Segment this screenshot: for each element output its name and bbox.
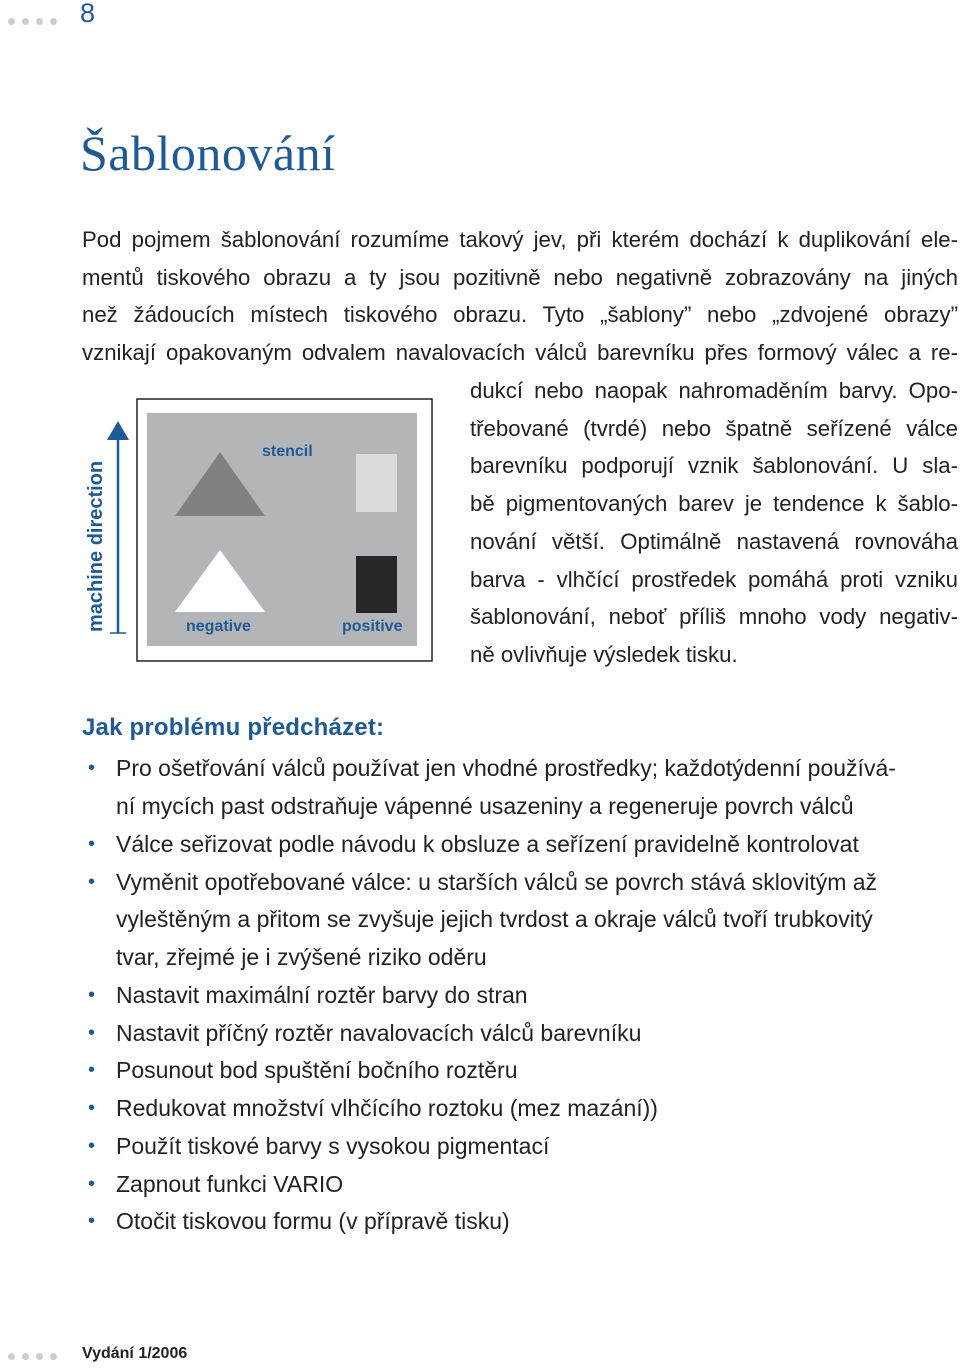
- axis-label: machine direction: [85, 460, 107, 632]
- list-item-continued: ní mycích past odstraňuje vápenné usazeniny a regeneruje povrch válců: [116, 793, 854, 819]
- list-item-continued: vyleštěným a přitom se zvyšuje jejich tvrdost a okraje válců tvoří trubkovitý: [116, 906, 873, 932]
- decor-dot: [22, 1353, 29, 1360]
- bullet-mark: •: [88, 757, 96, 779]
- list-item: Nastavit příčný roztěr navalovacích válců barevníku: [116, 1020, 642, 1046]
- stencil-label: stencil: [262, 443, 313, 460]
- positive-label: positive: [342, 618, 403, 635]
- header-dots: [8, 18, 57, 25]
- bullet-mark: •: [88, 871, 96, 893]
- decor-dot: [36, 1353, 43, 1360]
- intro-line: vznikají opakovaným odvalem navalovacích válců barevníku přes formový válec a re-: [82, 340, 958, 365]
- list-item: Otočit tiskovou formu (v přípravě tisku): [116, 1208, 510, 1234]
- intro-line: než žádoucích místech tiskového obrazu. Tyto „šablony” nebo „zdvojené obrazy”: [82, 302, 958, 327]
- footer-dots: [8, 1353, 57, 1360]
- list-item: Redukovat množství vlhčícího roztoku (mez mazání)): [116, 1095, 658, 1121]
- page-number: 8: [80, 0, 96, 28]
- decor-dot: [50, 18, 57, 25]
- side-line: ně ovlivňuje výsledek tisku.: [470, 642, 738, 667]
- list-item: Válce seřizovat podle návodu k obsluze a seřízení pravidelně kontrolovat: [116, 831, 859, 857]
- side-line: barevníku podporují vznik šablonování. U sla-: [470, 453, 958, 478]
- list-item: Pro ošetřování válců používat jen vhodné prostředky; každotýdenní používá-: [116, 755, 896, 781]
- stencil-rectangle: [356, 454, 397, 512]
- bullet-mark: •: [88, 1210, 96, 1232]
- decor-dot: [36, 18, 43, 25]
- stencil-diagram: [80, 395, 440, 665]
- bullet-mark: •: [88, 1173, 96, 1195]
- bullet-mark: •: [88, 833, 96, 855]
- section-heading: Jak problému předcházet:: [82, 714, 385, 741]
- negative-label: negative: [186, 618, 251, 635]
- side-line: dukcí nebo naopak nahromaděním barvy. Opo-: [470, 378, 958, 403]
- arrow-up-icon: [107, 421, 129, 440]
- intro-line: mentů tiskového obrazu a ty jsou pozitivně nebo negativně zobrazovány na jiných: [82, 265, 958, 290]
- positive-rectangle: [356, 556, 397, 613]
- list-item: Posunout bod spuštění bočního roztěru: [116, 1057, 518, 1083]
- bullet-mark: •: [88, 1135, 96, 1157]
- side-line: šablonování, neboť příliš mnoho vody negativ-: [470, 604, 958, 629]
- list-item: Vyměnit opotřebované válce: u starších válců se povrch stává sklovitým až: [116, 869, 878, 895]
- footer-edition: Vydání 1/2006: [82, 1345, 188, 1362]
- decor-dot: [50, 1353, 57, 1360]
- bullet-mark: •: [88, 1059, 96, 1081]
- intro-line: Pod pojmem šablonování rozumíme takový jev, při kterém dochází k duplikování ele-: [82, 227, 958, 252]
- page-title: Šablonování: [80, 125, 336, 181]
- list-item: Nastavit maximální roztěr barvy do stran: [116, 982, 528, 1008]
- bullet-mark: •: [88, 1097, 96, 1119]
- bullet-mark: •: [88, 1022, 96, 1044]
- list-item: Použít tiskové barvy s vysokou pigmentací: [116, 1133, 550, 1159]
- decor-dot: [8, 1353, 15, 1360]
- decor-dot: [8, 18, 15, 25]
- side-line: nování větší. Optimálně nastavená rovnováha: [470, 529, 958, 554]
- bullet-mark: •: [88, 984, 96, 1006]
- side-line: třebované (tvrdé) nebo špatně seřízené válce: [470, 416, 958, 441]
- side-line: barva - vlhčící prostředek pomáhá proti vzniku: [470, 567, 958, 592]
- decor-dot: [22, 18, 29, 25]
- list-item-continued: tvar, zřejmé je i zvýšené riziko oděru: [116, 944, 487, 970]
- list-item: Zapnout funkci VARIO: [116, 1171, 344, 1197]
- side-line: bě pigmentovaných barev je tendence k šablo-: [470, 491, 958, 516]
